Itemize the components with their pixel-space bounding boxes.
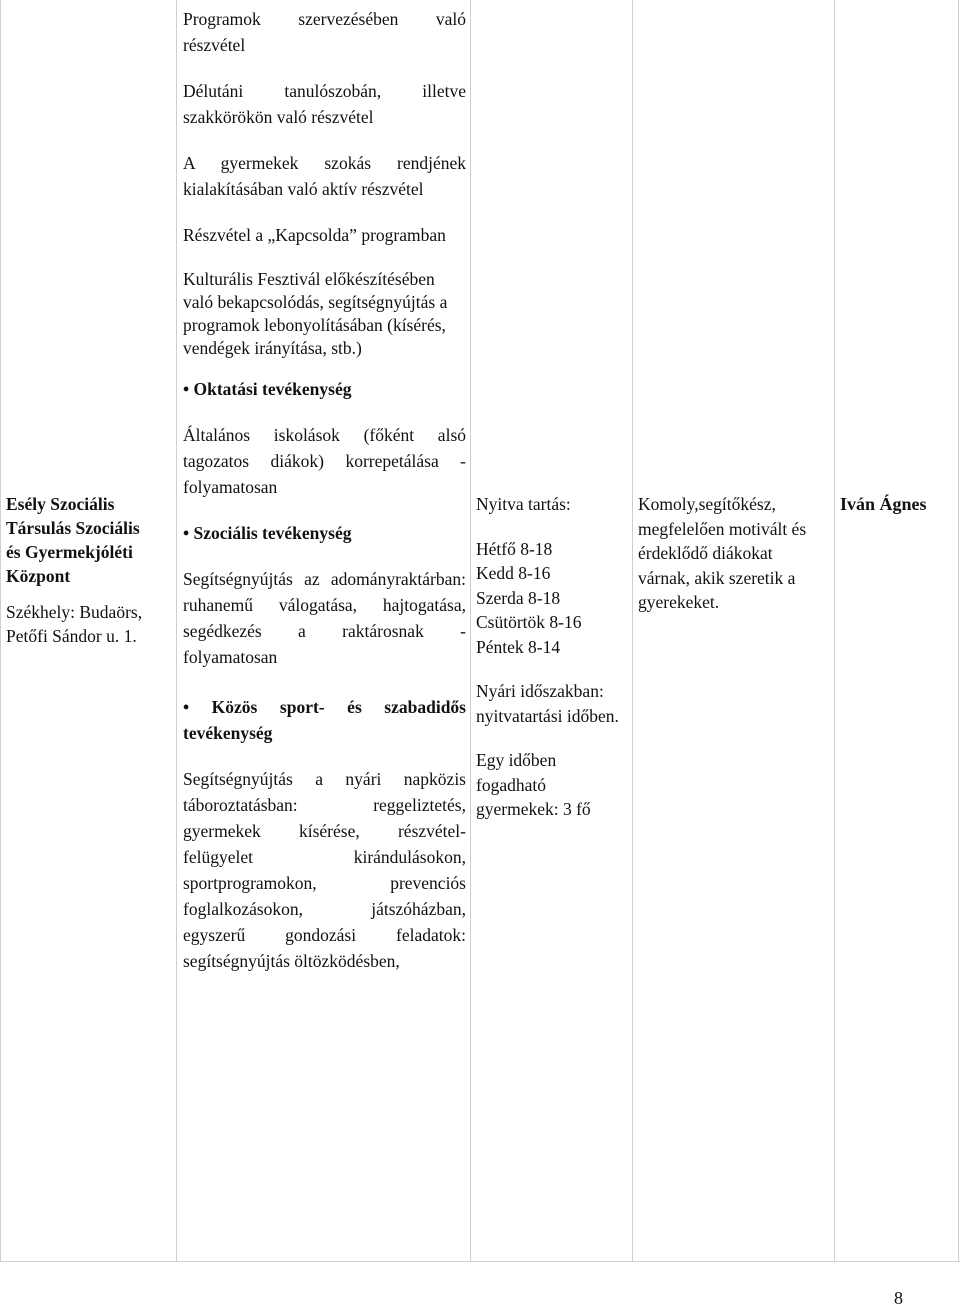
column-divider-4 xyxy=(834,0,835,1262)
organization-name-line: és Gyermekjóléti xyxy=(6,542,133,562)
column-divider-3 xyxy=(632,0,633,1262)
schedule-day: Kedd 8-16 xyxy=(476,563,551,583)
organization-name-line: Esély Szociális xyxy=(6,494,115,514)
activity-item: Délutáni tanulószobán, illetve szakkörökön való részvétel xyxy=(183,81,466,127)
table-border-left xyxy=(0,0,1,1262)
schedule-day: Péntek 8-14 xyxy=(476,636,561,657)
contact-person: Iván Ágnes xyxy=(840,494,927,514)
schedule-day: Csütörtök 8-16 xyxy=(476,612,582,632)
table-border-bottom xyxy=(0,1261,960,1262)
schedule-summer: Nyári időszakban: nyitvatartási időben. xyxy=(476,681,619,726)
organization-name-line: Központ xyxy=(6,566,71,586)
organization-name-line: Társulás Szociális xyxy=(6,518,140,538)
activity-item: Részvétel a „Kapcsolda” programban xyxy=(183,225,446,245)
organization-cell xyxy=(6,492,172,648)
organization-address-line: Székhely: Budaörs, xyxy=(6,602,143,622)
section-heading-education: • Oktatási tevékenység xyxy=(183,379,352,399)
organization-address-line: Petőfi Sándor u. 1. xyxy=(6,626,137,646)
schedule-capacity: Egy időben fogadható gyermekek: 3 fő xyxy=(476,750,591,819)
section-heading-social: • Szociális tevékenység xyxy=(183,523,352,543)
column-divider-1 xyxy=(176,0,177,1262)
activities-cell xyxy=(183,6,466,994)
page-number: 8 xyxy=(894,1288,903,1308)
schedule-days xyxy=(476,537,622,660)
schedule-day: Szerda 8-18 xyxy=(476,587,561,608)
activity-item: Kulturális Fesztivál előkészítésében való bekapcsolódás, segítségnyújtás a programok lebonyolításában (kísérés, vendégek irányítása, stb.) xyxy=(183,269,448,358)
column-divider-2 xyxy=(470,0,471,1262)
section-heading-sport: • Közös sport- és szabadidős tevékenység xyxy=(183,697,466,743)
section-text-sport: Segítségnyújtás a nyári napközis táboroztatásban: reggeliztetés, gyermekek kísérése, részvétel-felügyelet kirándulásokon, sportprogramokon, prevenciós foglalkozásokon, játszóházban, egyszerű gondozási feladatok: segítségnyújtás öltözködésben, xyxy=(183,769,466,971)
activity-item: A gyermekek szokás rendjének kialakításában való aktív részvétel xyxy=(183,153,466,199)
requirements-cell: Komoly,segítőkész, megfelelően motivált és érdeklődő diákokat várnak, akik szeretik a gyerekeket. xyxy=(638,494,807,612)
schedule-title: Nyitva tartás: xyxy=(476,494,571,514)
table-border-right xyxy=(958,0,959,1262)
schedule-day: Hétfő 8-18 xyxy=(476,538,553,559)
activity-item: Programok szervezésében való részvétel xyxy=(183,9,466,55)
section-text-social: Segítségnyújtás az adományraktárban: ruhanemű válogatása, hajtogatása, segédkezés a raktárosnak - folyamatosan xyxy=(183,569,466,667)
section-text-education: Általános iskolások (főként alsó tagozatos diákok) korrepetálása - folyamatosan xyxy=(183,425,466,497)
schedule-cell xyxy=(476,492,622,822)
